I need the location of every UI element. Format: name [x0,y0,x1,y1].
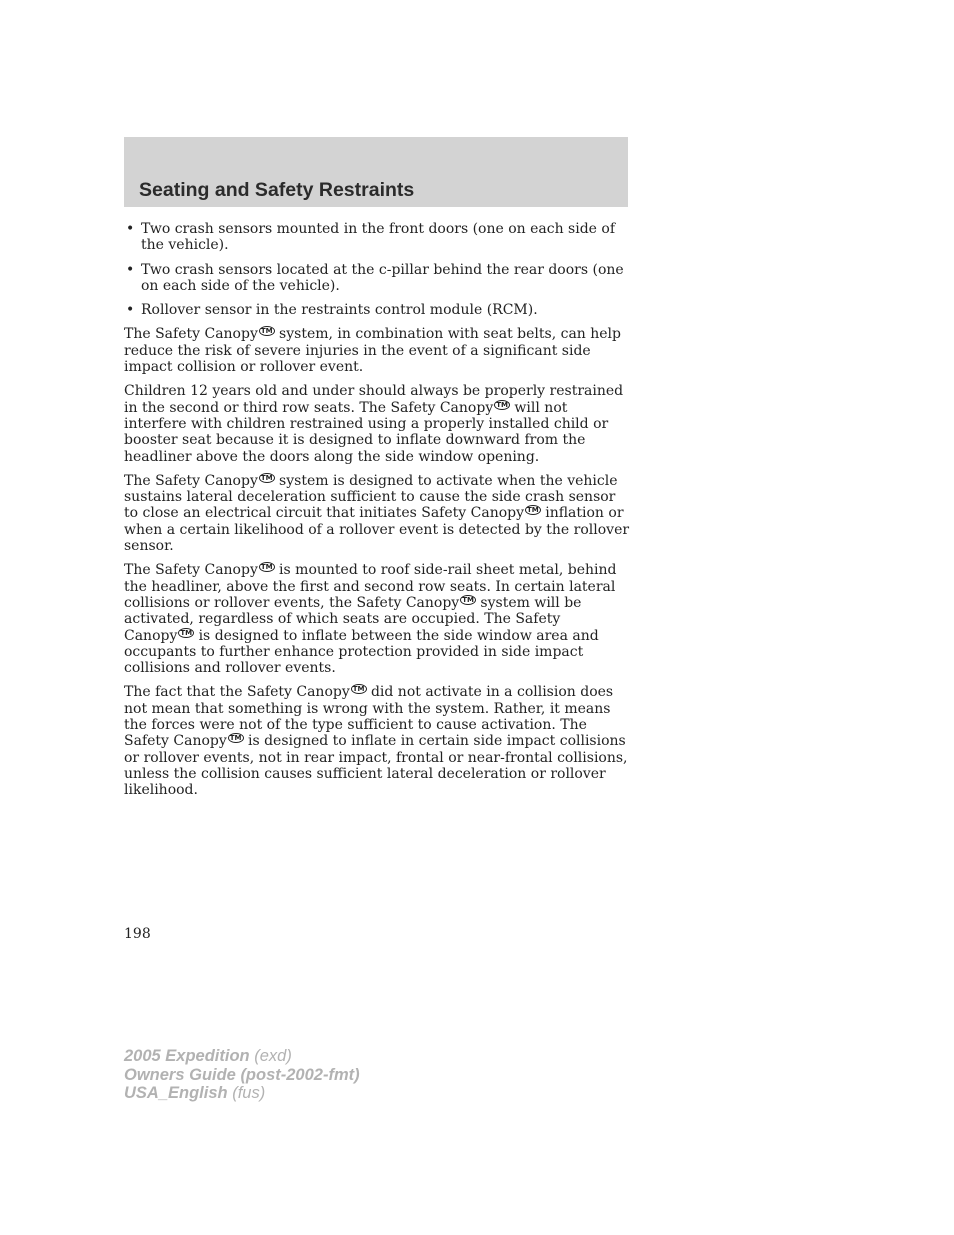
paragraph-2: Children 12 years old and under should always be properly restrained in the second or third row seats. The Safety Canopy ™ will not interfere with children restrained using a properly installed child or booster seat because it is designed to inflate downward from the headliner above the doors along the side window opening. [124,383,624,465]
trademark-icon: TM [229,734,242,743]
paragraph-4: The Safety Canopy ™ is mounted to roof side-rail sheet metal, behind the headliner, above the first and second row seats. In certain lateral collisions or rollover events, the Safety Canopy ™ system will be activated, regardless of which seats are occupied. The Safety Canopy ™ is designed to inflate between the side window area and occupants to further enhance protection provided in side impact collisions and rollover events. [124,562,617,677]
list-item: • Two crash sensors mounted in the front doors (one on each side of the vehicle). [124,221,630,254]
list-item: • Two crash sensors located at the c-pillar behind the rear doors (one on each side of the vehicle). [124,262,630,295]
trademark-icon: TM [180,628,193,637]
document-footer [124,1047,360,1103]
trademark-icon: TM [527,506,539,515]
section-title: Seating and Safety Restraints [139,179,415,201]
footer-line-1: 2005 Expedition (exd) [124,1047,292,1065]
trademark-icon: TM [462,595,474,604]
page-number: 198 [124,926,151,942]
footer-line-3: USA_English (fus) [124,1084,266,1102]
footer-line-2: Owners Guide (post-2002-fmt) [124,1065,360,1084]
trademark-icon: TM [260,327,273,336]
trademark-icon: TM [260,563,273,572]
list-item: • Rollover sensor in the restraints control module (RCM). [124,302,630,318]
trademark-icon: TM [352,685,365,694]
paragraph-3: The Safety Canopy ™ system is designed to activate when the vehicle sustains lateral deceleration sufficient to cause the side crash sensor to close an electrical circuit that initiates Safety Canopy ™ inflation or when a certain likelihood of a rollover event is detected by the rollover sensor. [124,472,630,555]
sensor-list [124,221,630,318]
section-header-band [124,137,628,207]
trademark-icon: TM [496,400,508,409]
paragraph-5: The fact that the Safety Canopy ™ did not activate in a collision does not mean that something is wrong with the system. Rather, it means the forces were not of the type sufficient to cause activation. The Safety Canopy ™ is designed to inflate in certain side impact collisions or rollover events, not in rear impact, frontal or near-frontal collisions, unless the collision causes sufficient lateral deceleration or rollover likelihood. [124,684,628,799]
page-body [124,221,630,807]
paragraph-1: The Safety Canopy ™ system, in combination with seat belts, can help reduce the risk of severe injuries in the event of a significant side impact collision or rollover event. [124,326,621,376]
trademark-icon: TM [260,473,273,482]
